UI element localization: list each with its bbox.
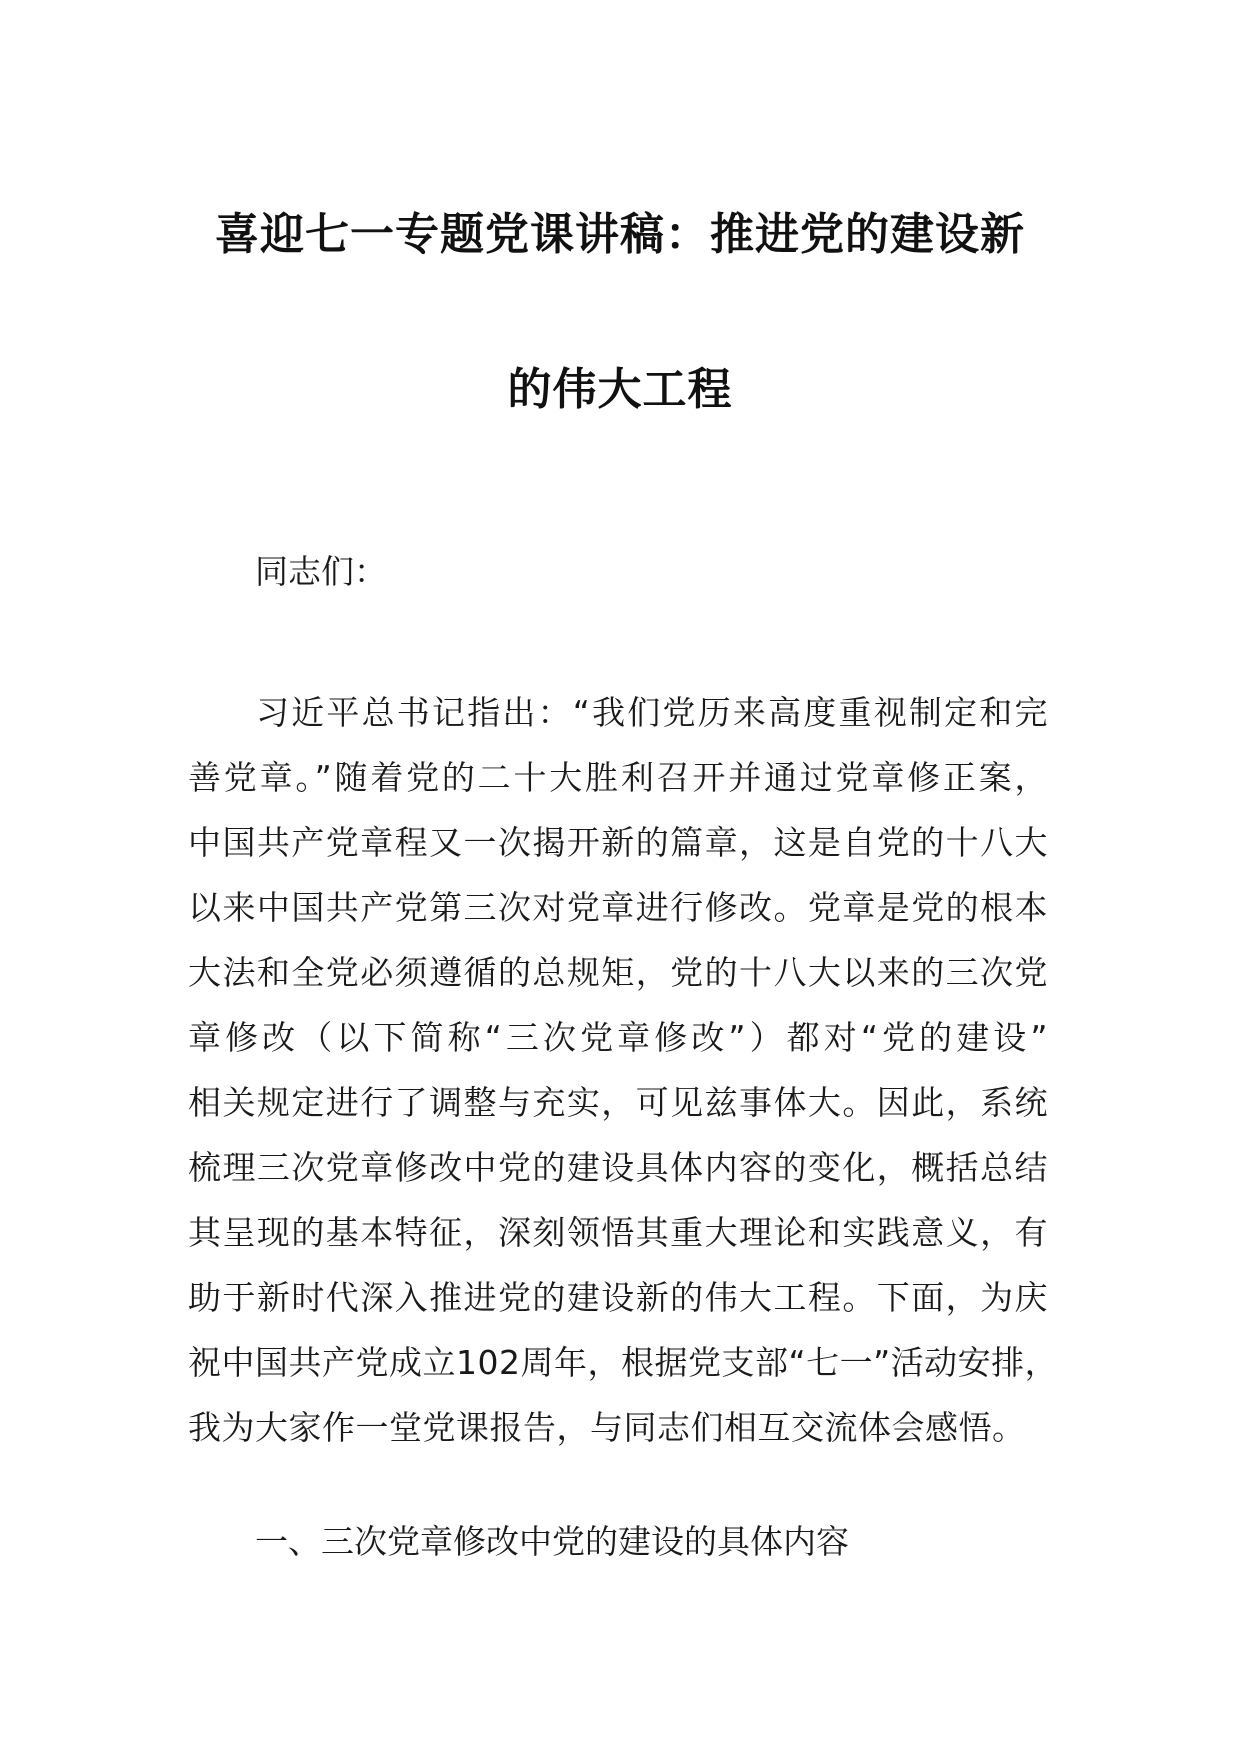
salutation: 同志们： [255, 552, 387, 591]
paragraph-line: 梳理三次党章修改中党的建设具体内容的变化，概括总结 [188, 1148, 1048, 1187]
intro-paragraph [188, 680, 1059, 1460]
paragraph-line: 习近平总书记指出：“我们党历来高度重视制定和完 [256, 693, 1048, 732]
paragraph-line: 以来中国共产党第三次对党章进行修改。党章是党的根本 [188, 888, 1048, 927]
document-title-line-1: 喜迎七一专题党课讲稿：推进党的建设新 [215, 209, 1025, 260]
paragraph-line: 章修改（以下简称“三次党章修改”）都对“党的建设” [188, 1018, 1048, 1057]
paragraph-line: 善党章。”随着党的二十大胜利召开并通过党章修正案， [188, 758, 1048, 797]
paragraph-line: 其呈现的基本特征，深刻领悟其重大理论和实践意义，有 [188, 1213, 1048, 1252]
paragraph-line: 我为大家作一堂党课报告，与同志们相互交流体会感悟。 [188, 1408, 1026, 1447]
paragraph-line: 中国共产党章程又一次揭开新的篇章，这是自党的十八大 [188, 823, 1048, 862]
paragraph-line: 大法和全党必须遵循的总规矩，党的十八大以来的三次党 [188, 953, 1048, 992]
document-title-line-2: 的伟大工程 [507, 364, 733, 415]
paragraph-line: 相关规定进行了调整与充实，可见兹事体大。因此，系统 [188, 1083, 1048, 1122]
section-heading: 一、三次党章修改中党的建设的具体内容 [255, 1522, 849, 1561]
paragraph-line: 祝中国共产党成立102周年，根据党支部“七一”活动安排， [188, 1343, 1059, 1382]
paragraph-line: 助于新时代深入推进党的建设新的伟大工程。下面，为庆 [188, 1278, 1048, 1317]
